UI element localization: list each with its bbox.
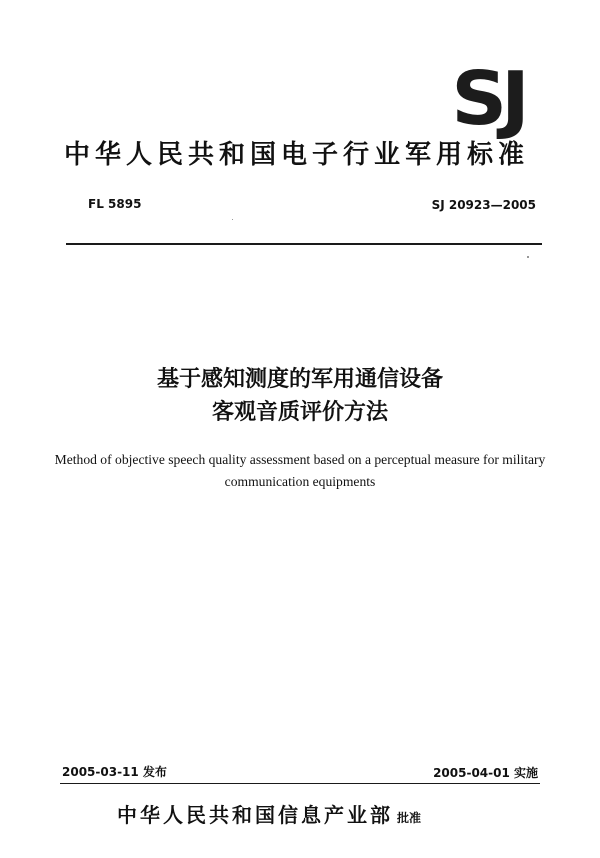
publisher-approval: 批准 <box>397 811 422 825</box>
classification-code: FL 5895 <box>88 197 142 211</box>
publisher-name: 中华人民共和国信息产业部 <box>117 803 393 827</box>
scan-speck <box>527 256 529 258</box>
publisher-line <box>117 799 421 828</box>
standard-series-title: 中华人民共和国电子行业军用标准 <box>64 140 530 170</box>
standard-number: SJ 20923—2005 <box>431 198 536 212</box>
sj-logo: SJ <box>451 56 524 142</box>
footer-divider <box>60 783 540 784</box>
header-divider <box>66 243 542 245</box>
issue-date: 2005-03-11 发布 <box>62 765 167 779</box>
document-title-chinese <box>0 363 600 429</box>
implementation-date: 2005-04-01 实施 <box>433 766 538 780</box>
scan-speck <box>232 219 233 220</box>
document-title-english: Method of objective speech quality assessment based on a perceptual measure for military communication equipments <box>54 452 546 489</box>
title-cn-line-2: 客观音质评价方法 <box>211 400 388 425</box>
title-cn-line-1: 基于感知测度的军用通信设备 <box>156 367 443 392</box>
